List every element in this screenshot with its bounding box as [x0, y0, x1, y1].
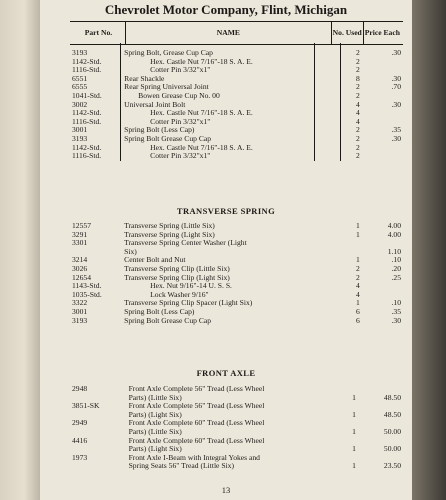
part-number: 3851-SK [72, 402, 100, 411]
price-each [368, 419, 403, 428]
table-row [70, 83, 403, 92]
part-number: 3214 [72, 256, 88, 265]
part-number: 1142-Std. [72, 57, 102, 66]
part-name: Transverse Spring Clip (Little Six) [124, 264, 230, 273]
part-name: Hex. Nut 9/16"-14 U. S. S. [150, 282, 232, 291]
table-row [70, 144, 403, 153]
quantity-used: 2 [355, 264, 360, 273]
table-row [70, 222, 403, 231]
part-name: Rear Spring Universal Joint [124, 83, 209, 92]
part-name: Six) [124, 247, 137, 256]
part-name: Hex. Castle Nut 7/16"-18 S. A. E. [150, 57, 253, 66]
quantity-used: 1 [352, 393, 356, 402]
price-each: .20 [391, 264, 401, 273]
column-rule [314, 43, 315, 161]
part-name: Spring Bolt, Grease Cup Cap [124, 49, 213, 57]
part-number: 12557 [72, 222, 91, 230]
price-each: .30 [391, 134, 401, 143]
part-number: 4416 [72, 436, 88, 445]
table-row [70, 428, 403, 437]
table-row [70, 445, 403, 454]
price-each [368, 454, 403, 463]
quantity-used: 4 [355, 109, 360, 118]
quantity-used: 6 [355, 307, 360, 316]
part-name: Hex. Castle Nut 7/16"-18 S. A. E. [150, 143, 253, 152]
part-name: Parts) (Light Six) [128, 410, 182, 419]
part-name: Spring Bolt Grease Cup Cap [124, 316, 212, 325]
catalog-page [40, 0, 412, 500]
part-number: 3291 [72, 230, 88, 239]
quantity-used: 1 [352, 410, 356, 419]
table-row [70, 101, 403, 110]
quantity-used: 8 [355, 74, 360, 83]
part-number: 6551 [72, 74, 88, 83]
quantity-used: 1 [355, 256, 360, 265]
part-number [70, 462, 127, 471]
table-row [70, 75, 403, 84]
price-each [368, 385, 403, 394]
price-each: .30 [391, 100, 401, 109]
part-number: 1973 [72, 453, 88, 462]
part-number: 3026 [72, 264, 88, 273]
page-number: 13 [221, 485, 231, 495]
part-number: 3301 [72, 239, 88, 248]
table-row [70, 231, 403, 240]
price-each: 4.00 [387, 222, 401, 230]
part-number: 3001 [72, 126, 88, 135]
price-each [371, 109, 403, 118]
table-row [70, 411, 403, 420]
part-name: Spring Bolt Grease Cup Cap [124, 134, 212, 143]
part-name: Transverse Spring Center Washer (Light [124, 239, 247, 248]
part-name: Cotter Pin 3/32"x1" [150, 117, 211, 126]
quantity-used: 2 [355, 83, 360, 92]
quantity-used: 2 [355, 49, 360, 57]
quantity-used [340, 402, 368, 411]
price-each [371, 58, 403, 67]
table-row [70, 317, 403, 326]
price-each: 1.10 [387, 247, 401, 256]
part-name: Front Axle Complete 56" Tread (Less Wheel [128, 402, 265, 411]
table-row [70, 402, 403, 411]
table-row [70, 248, 403, 257]
background-edge [412, 0, 446, 500]
part-name: Cotter Pin 3/32"x1" [150, 152, 211, 161]
table-row [70, 308, 403, 317]
quantity-used: 1 [355, 299, 360, 308]
price-each [371, 239, 403, 248]
quantity-used: 2 [355, 126, 360, 135]
part-name: Hex. Castle Nut 7/16"-18 S. A. E. [150, 109, 253, 118]
part-number: 3193 [72, 49, 88, 57]
price-each [371, 144, 403, 153]
price-each [371, 291, 403, 300]
price-each [371, 118, 403, 127]
table-row [70, 462, 403, 471]
price-each [371, 92, 403, 101]
parts-table-group1 [70, 49, 403, 161]
price-each [368, 402, 403, 411]
part-number [70, 428, 127, 437]
part-name: Spring Seats 56" Tread (Little Six) [128, 462, 234, 471]
parts-table-transverse-spring [70, 222, 403, 325]
col-price-each: Price Each [363, 22, 403, 45]
quantity-used [340, 419, 368, 428]
price-each: .10 [391, 299, 401, 308]
part-name: Lock Washer 9/16" [150, 290, 209, 299]
table-row [70, 49, 403, 58]
table-row [70, 291, 403, 300]
price-each: .35 [391, 126, 401, 135]
quantity-used: 4 [355, 290, 360, 299]
quantity-used: 2 [355, 152, 360, 161]
part-number [70, 411, 127, 420]
parts-table-front-axle [70, 385, 403, 471]
quantity-used: 4 [355, 100, 360, 109]
quantity-used [340, 454, 368, 463]
table-row [70, 66, 403, 75]
table-row [70, 299, 403, 308]
part-number: 3001 [72, 307, 88, 316]
price-each: .35 [391, 307, 401, 316]
price-each: 48.50 [383, 410, 401, 419]
part-name: Spring Bolt (Less Cap) [124, 126, 195, 135]
part-number: 1116-Std. [72, 66, 102, 75]
part-number: 1142-Std. [72, 143, 102, 152]
part-number [70, 248, 122, 257]
section-title-front-axle: FRONT AXLE [196, 368, 256, 378]
part-number: 1035-Std. [72, 290, 102, 299]
quantity-used: 1 [355, 222, 360, 230]
column-rule [340, 43, 341, 161]
table-row [70, 58, 403, 67]
table-row [70, 135, 403, 144]
quantity-used: 1 [352, 427, 356, 436]
quantity-used: 2 [355, 66, 360, 75]
price-each: .10 [391, 256, 401, 265]
page-header: Chevrolet Motor Company, Flint, Michigan [104, 2, 348, 17]
part-name: Front Axle Complete 60" Tread (Less Wheel [128, 436, 265, 445]
part-number: 2949 [72, 419, 88, 428]
col-no-used: No. Used [331, 22, 363, 45]
price-each: .30 [391, 316, 401, 325]
price-each: .30 [391, 74, 401, 83]
part-number: 1142-Std. [72, 109, 102, 118]
quantity-used: 1 [352, 462, 356, 471]
col-name: NAME [125, 22, 331, 45]
quantity-used: 2 [355, 134, 360, 143]
table-row [70, 282, 403, 291]
part-name: Parts) (Little Six) [128, 427, 182, 436]
part-name: Front Axle Complete 56" Tread (Less Wheel [128, 385, 265, 393]
part-name: Universal Joint Bolt [124, 100, 186, 109]
quantity-used: 1 [355, 230, 360, 239]
quantity-used: 6 [355, 316, 360, 325]
part-number: 1143-Std. [72, 282, 102, 291]
price-each: 23.50 [383, 462, 401, 471]
price-each [371, 152, 403, 161]
price-each: .70 [391, 83, 401, 92]
table-row [70, 265, 403, 274]
quantity-used: 4 [355, 282, 360, 291]
section-title-transverse-spring: TRANSVERSE SPRING [176, 206, 276, 216]
part-number [70, 445, 127, 454]
part-number: 3193 [72, 316, 88, 325]
price-each: 4.00 [387, 230, 401, 239]
part-name: Parts) (Little Six) [128, 393, 182, 402]
quantity-used: 2 [355, 57, 360, 66]
part-name: Transverse Spring Clip (Light Six) [124, 273, 230, 282]
table-row [70, 256, 403, 265]
part-name: Transverse Spring (Little Six) [124, 222, 215, 230]
part-number: 1116-Std. [72, 117, 102, 126]
quantity-used: 4 [355, 117, 360, 126]
col-part-no: Part No. [84, 27, 113, 37]
quantity-used: 1 [352, 445, 356, 454]
part-number: 3002 [72, 100, 88, 109]
table-row [70, 437, 403, 446]
table-row [70, 385, 403, 394]
price-each: .30 [391, 49, 401, 57]
part-name: Transverse Spring (Light Six) [124, 230, 215, 239]
price-each [368, 437, 403, 446]
table-row [70, 394, 403, 403]
facing-page-edge [0, 0, 40, 500]
table-row [70, 126, 403, 135]
price-each: .25 [391, 273, 401, 282]
part-number [70, 394, 127, 403]
part-number: 3193 [72, 134, 88, 143]
part-number: 1041-Std. [72, 91, 102, 100]
price-each [371, 282, 403, 291]
table-row [70, 239, 403, 248]
part-number: 1116-Std. [72, 152, 102, 161]
table-row [70, 454, 403, 463]
part-name: Bowen Grease Cup No. 00 [138, 91, 220, 100]
quantity-used: 2 [355, 143, 360, 152]
part-name: Center Bolt and Nut [124, 256, 186, 265]
part-number: 6555 [72, 83, 88, 92]
column-header [70, 21, 403, 45]
quantity-used: 2 [355, 91, 360, 100]
quantity-used: 2 [355, 273, 360, 282]
table-row [70, 118, 403, 127]
quantity-used [345, 239, 371, 248]
table-row [70, 109, 403, 118]
table-row [70, 419, 403, 428]
price-each: 48.50 [383, 393, 401, 402]
table-row [70, 152, 403, 161]
price-each: 50.00 [383, 427, 401, 436]
quantity-used [340, 437, 368, 446]
part-name: Rear Shackle [124, 74, 165, 83]
table-row [70, 274, 403, 283]
part-number: 2948 [72, 385, 88, 393]
part-name: Spring Bolt (Less Cap) [124, 307, 195, 316]
part-name: Front Axle I-Beam with Integral Yokes and [128, 453, 260, 462]
quantity-used [345, 248, 371, 257]
part-number: 12654 [72, 273, 91, 282]
table-row [70, 92, 403, 101]
part-number: 3322 [72, 299, 88, 308]
part-name: Parts) (Light Six) [128, 445, 182, 454]
quantity-used [340, 385, 368, 394]
price-each: 50.00 [383, 445, 401, 454]
price-each [371, 66, 403, 75]
part-name: Cotter Pin 3/32"x1" [150, 66, 211, 75]
part-name: Transverse Spring Clip Spacer (Light Six) [124, 299, 253, 308]
part-name: Front Axle Complete 60" Tread (Less Wheel [128, 419, 265, 428]
